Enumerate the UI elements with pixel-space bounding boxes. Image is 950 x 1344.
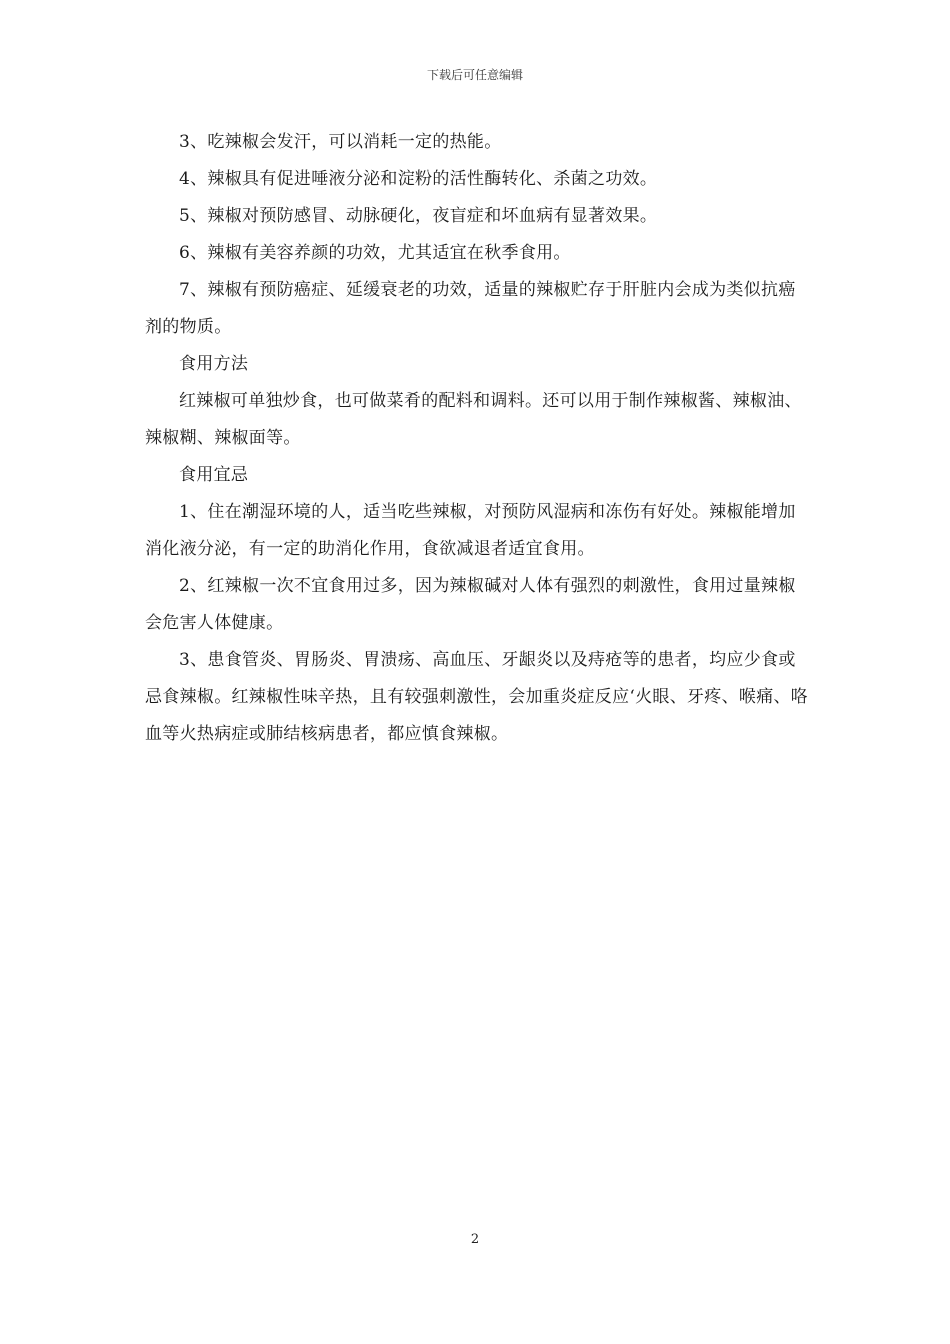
paragraph-benefit-3: 3、吃辣椒会发汗，可以消耗一定的热能。 <box>179 132 502 152</box>
paragraph-precaution-2: 2、红辣椒一次不宜食用过多，因为辣椒碱对人体有强烈的刺激性，食用过量辣椒会危害人体健康。 <box>145 576 796 633</box>
page-header: 下载后可任意编辑 <box>426 68 523 82</box>
paragraph-precaution-3: 3、患食管炎、胃肠炎、胃溃疡、高血压、牙龈炎以及痔疮等的患者，均应少食或忌食辣椒。红辣椒性味辛热，且有较强刺激性，会加重炎症反应‘火眼、牙疼、喉痛、咯血等火热病症或肺结核病患者，都应慎食辣椒。 <box>145 650 809 744</box>
paragraph-usage: 红辣椒可单独炒食，也可做菜肴的配料和调料。还可以用于制作辣椒酱、辣椒油、辣椒糊、辣椒面等。 <box>145 391 802 448</box>
page-number: 2 <box>470 1232 480 1247</box>
paragraph-benefit-6: 6、辣椒有美容养颜的功效，尤其适宜在秋季食用。 <box>179 243 571 263</box>
paragraph-benefit-7: 7、辣椒有预防癌症、延缓衰老的功效，适量的辣椒贮存于肝脏内会成为类似抗癌剂的物质。 <box>145 280 796 337</box>
paragraph-benefit-5: 5、辣椒对预防感冒、动脉硬化，夜盲症和坏血病有显著效果。 <box>179 206 658 226</box>
document-body <box>145 124 810 753</box>
section-heading-precautions: 食用宜忌 <box>179 465 249 485</box>
section-heading-usage: 食用方法 <box>179 354 249 374</box>
paragraph-benefit-4: 4、辣椒具有促进唾液分泌和淀粉的活性酶转化、杀菌之功效。 <box>179 169 658 189</box>
paragraph-precaution-1: 1、住在潮湿环境的人，适当吃些辣椒，对预防风湿病和冻伤有好处。辣椒能增加消化液分泌，有一定的助消化作用，食欲减退者适宜食用。 <box>145 502 796 559</box>
